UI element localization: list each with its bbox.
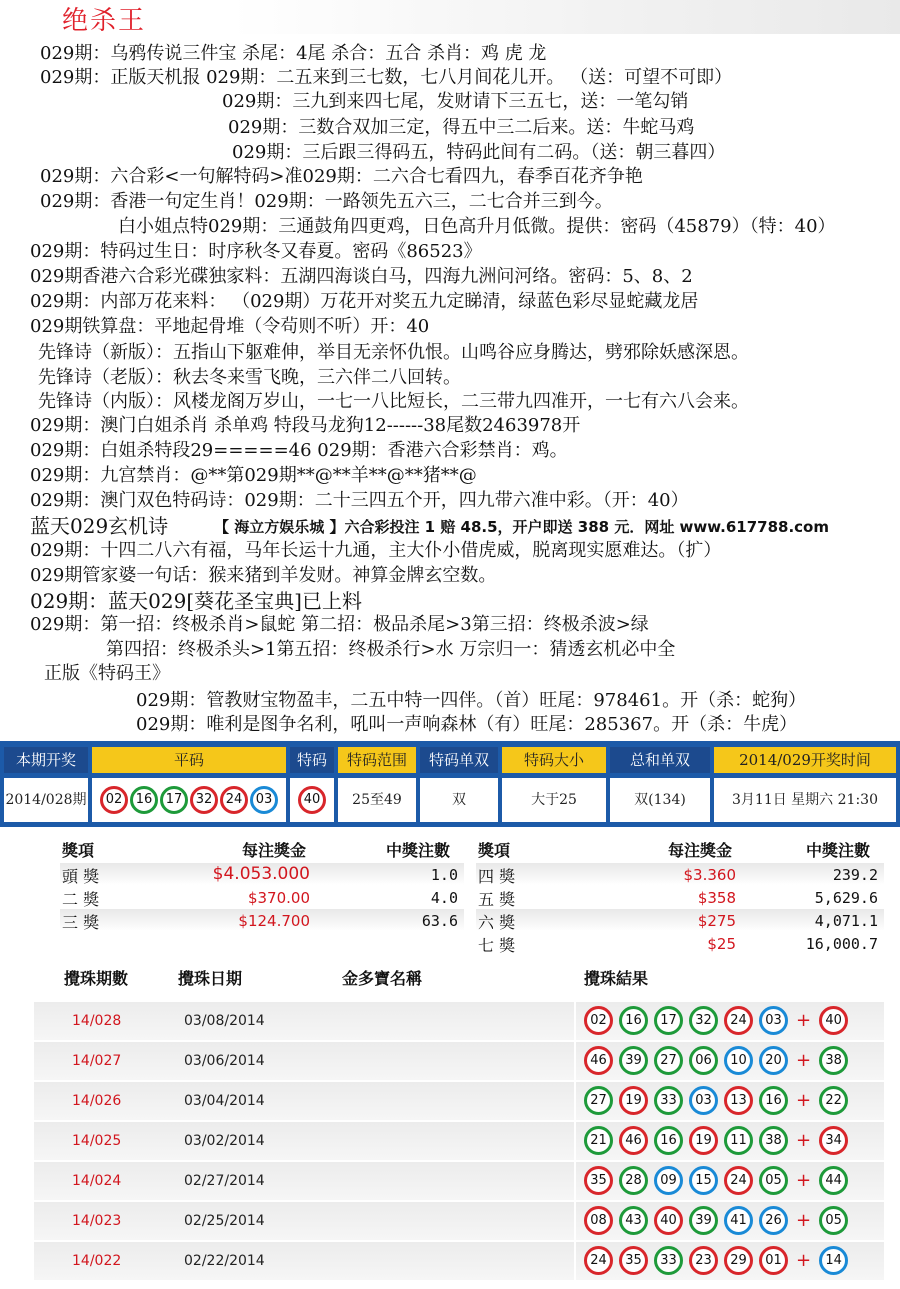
draw-date: 02/25/2014 [172, 1202, 348, 1240]
result-odd-even: 双 [420, 778, 498, 822]
result-ball: 20 [759, 1046, 788, 1075]
special-result-ball: 38 [819, 1046, 848, 1075]
plus-sign: + [796, 1090, 812, 1111]
result-ball: 11 [724, 1126, 753, 1155]
prize-header-name: 獎項 [62, 841, 95, 860]
text-line: 029期：内部万花来料： （029期）万花开对奖五九定睇清，绿蓝色彩尽显蛇藏龙居 [30, 291, 699, 312]
result-special [290, 778, 334, 822]
promo-link[interactable]: 【 海立方娱乐城 】六合彩投注 1 赔 48.5，开户即送 388 元．网址 www.617788.com [214, 518, 829, 536]
result-ball: 27 [584, 1086, 613, 1115]
plus-sign: + [796, 1010, 812, 1031]
draw-result [576, 1242, 884, 1280]
result-ball: 17 [654, 1006, 683, 1035]
special-result-ball: 05 [819, 1206, 848, 1235]
draw-date: 03/04/2014 [172, 1082, 348, 1120]
result-ball: 05 [759, 1166, 788, 1195]
draw-date: 03/06/2014 [172, 1042, 348, 1080]
table-row [34, 1122, 884, 1160]
table-row [34, 1042, 884, 1080]
prize-count: 4,071.1 [814, 912, 878, 930]
result-size: 大于25 [502, 778, 606, 822]
draw-result [576, 1082, 884, 1120]
result-ball: 24 [584, 1246, 613, 1275]
draw-date: 02/22/2014 [172, 1242, 348, 1280]
result-ball: 46 [584, 1046, 613, 1075]
text-line: 029期：第一招：终极杀肖>鼠蛇 第二招：极品杀尾>3第三招：终极杀波>绿 [30, 614, 649, 635]
number-ball: 02 [100, 786, 128, 814]
text-line: 029期：管教财宝物盈丰，二五中特一四伴。（首）旺尾：978461。开（杀：蛇狗） [136, 690, 807, 711]
text-line: 先锋诗（老版）：秋去冬来雪飞晚，三六伴二八回转。 [38, 367, 461, 388]
plus-sign: + [796, 1130, 812, 1151]
prize-amount: $370.00 [247, 889, 310, 907]
result-ball: 38 [759, 1126, 788, 1155]
header-period: 本期开奖 [4, 747, 88, 773]
text-line: 029期：三数合双加三定，得五中三二后来。送：牛蛇马鸡 [228, 117, 695, 138]
result-sum: 双(134) [610, 778, 710, 822]
result-ball: 24 [724, 1166, 753, 1195]
prize-amount: $25 [707, 935, 736, 953]
history-header-period: 攪珠期數 [64, 969, 129, 988]
text-line: 第四招：终极杀头>1第五招：终极杀行>水 万宗归一：猜透玄机必中全 [106, 639, 676, 660]
result-ball: 32 [689, 1006, 718, 1035]
text-line: 029期：澳门白姐杀肖 杀单鸡 特段马龙狗12------38尾数2463978开 [30, 415, 581, 436]
header-range: 特码范围 [338, 747, 416, 773]
text-line: 029期管家婆一句话：猴来猪到羊发财。神算金牌玄空数。 [30, 565, 497, 586]
result-ball: 28 [619, 1166, 648, 1195]
text-line: 029期：唯利是图争名利，吼叫一声响森林（有）旺尾：285367。开（杀：牛虎） [136, 714, 798, 735]
text-line: 029期：澳门双色特码诗：029期：二十三四五个开，四九带六准中彩。（开：40） [30, 490, 689, 511]
text-line: 029期：白姐杀特段29=====46 029期：香港六合彩禁肖：鸡。 [30, 440, 568, 461]
text-line: 正版《特码王》 [44, 663, 170, 684]
result-ball: 33 [654, 1086, 683, 1115]
draw-name [338, 1082, 574, 1120]
special-result-ball: 22 [819, 1086, 848, 1115]
header-special: 特码 [290, 747, 334, 773]
number-ball: 32 [190, 786, 218, 814]
draw-period: 14/025 [34, 1122, 208, 1160]
result-ball: 40 [654, 1206, 683, 1235]
prize-header-count: 中獎注數 [386, 841, 451, 860]
table-row [34, 1082, 884, 1120]
result-ball: 39 [619, 1046, 648, 1075]
result-ball: 23 [689, 1246, 718, 1275]
number-ball: 16 [130, 786, 158, 814]
draw-date: 02/27/2014 [172, 1162, 348, 1200]
text-line: 029期：九宫禁肖：@**第029期**@**羊**@**猪**@ [30, 465, 477, 486]
result-ball: 43 [619, 1206, 648, 1235]
prize-name: 四 獎 [478, 867, 516, 886]
text-line: 029期：三九到来四七尾，发财请下三五七，送：一笔勾销 [222, 91, 689, 112]
page-title: 绝杀王 [62, 6, 147, 36]
draw-name [338, 1002, 574, 1040]
prize-amount: $4.053.000 [212, 864, 310, 884]
result-range: 25至49 [338, 778, 416, 822]
number-ball: 03 [250, 786, 278, 814]
draw-period: 14/028 [34, 1002, 208, 1040]
text-line: 先锋诗（内版）：风楼龙阁万岁山，一七一八比短长，二三带九四准开，一七有六八会来。 [38, 391, 749, 412]
draw-result [576, 1202, 884, 1240]
result-ball: 03 [689, 1086, 718, 1115]
result-ball: 13 [724, 1086, 753, 1115]
prize-count: 1.0 [430, 866, 458, 884]
draw-period: 14/027 [34, 1042, 208, 1080]
prize-name: 六 獎 [478, 913, 516, 932]
table-row [34, 1242, 884, 1280]
plus-sign: + [796, 1050, 812, 1071]
result-ball: 19 [619, 1086, 648, 1115]
draw-date: 03/02/2014 [172, 1122, 348, 1160]
draw-name [338, 1202, 574, 1240]
text-line: 029期：正版天机报 029期：二五来到三七数，七八月间花儿开。 （送：可望不可即） [40, 67, 733, 88]
result-next-time: 3月11日 星期六 21:30 [714, 778, 896, 822]
result-ball: 26 [759, 1206, 788, 1235]
result-ball: 08 [584, 1206, 613, 1235]
result-ball: 41 [724, 1206, 753, 1235]
text-line: 白小姐点特029期：三通鼓角四更鸡，日色高升月低微。提供：密码（45879）（特：40） [118, 216, 836, 237]
special-result-ball: 44 [819, 1166, 848, 1195]
result-ball: 39 [689, 1206, 718, 1235]
draw-period: 14/023 [34, 1202, 208, 1240]
table-row [34, 1162, 884, 1200]
result-ball: 10 [724, 1046, 753, 1075]
result-ball: 24 [724, 1006, 753, 1035]
number-ball: 17 [160, 786, 188, 814]
result-table [0, 741, 900, 827]
text-line: 029期：三后跟三得码五，特码此间有二码。（送：朝三暮四） [232, 142, 726, 163]
prize-count: 5,629.6 [814, 889, 878, 907]
result-ball: 16 [654, 1126, 683, 1155]
plus-sign: + [796, 1210, 812, 1231]
text-line: 029期：香港一句定生肖！029期：一路领先五六三，二七合并三到今。 [40, 191, 613, 212]
header-odd-even: 特码单双 [420, 747, 498, 773]
prize-count: 4.0 [430, 889, 458, 907]
prize-amount: $3.360 [683, 866, 736, 884]
draw-period: 14/022 [34, 1242, 208, 1280]
prize-name: 頭 獎 [62, 867, 100, 886]
text-line: 029期：六合彩<一句解特码>准029期：二六合七看四九，春季百花齐争艳 [40, 166, 643, 187]
result-ball: 21 [584, 1126, 613, 1155]
number-ball: 24 [220, 786, 248, 814]
header-fade [230, 0, 900, 34]
text-line: 先锋诗（新版）：五指山下躯难伸，举目无亲怀仇恨。山鸣谷应身腾达，劈邪除妖感深恩。 [38, 342, 749, 363]
result-ball: 16 [619, 1006, 648, 1035]
draw-result [576, 1162, 884, 1200]
draw-period: 14/026 [34, 1082, 208, 1120]
draw-result [576, 1042, 884, 1080]
draw-date: 03/08/2014 [172, 1002, 348, 1040]
result-ball: 03 [759, 1006, 788, 1035]
result-ball: 46 [619, 1126, 648, 1155]
result-ball: 33 [654, 1246, 683, 1275]
draw-name [338, 1122, 574, 1160]
prize-amount: $275 [697, 912, 736, 930]
history-header-date: 攪珠日期 [178, 969, 243, 988]
table-row [34, 1002, 884, 1040]
draw-result [576, 1122, 884, 1160]
result-ball: 29 [724, 1246, 753, 1275]
result-ball: 35 [584, 1166, 613, 1195]
prize-name: 三 獎 [62, 913, 100, 932]
result-ball: 16 [759, 1086, 788, 1115]
draw-name [338, 1042, 574, 1080]
prize-header-count: 中獎注數 [806, 841, 871, 860]
header-size: 特码大小 [502, 747, 606, 773]
plus-sign: + [796, 1250, 812, 1271]
special-result-ball: 34 [819, 1126, 848, 1155]
draw-period: 14/024 [34, 1162, 208, 1200]
result-ball: 35 [619, 1246, 648, 1275]
result-period: 2014/028期 [4, 778, 88, 822]
prize-header-amount: 每注獎金 [668, 841, 733, 860]
history-header-result: 攪珠結果 [584, 969, 649, 988]
history-header-name: 金多寶名稱 [342, 969, 423, 988]
prize-header-amount: 每注獎金 [242, 841, 307, 860]
prize-amount: $358 [697, 889, 736, 907]
draw-name [338, 1242, 574, 1280]
prize-amount: $124.700 [238, 912, 310, 930]
prize-header-name: 獎項 [478, 841, 511, 860]
result-ball: 06 [689, 1046, 718, 1075]
text-line: 029期：乌鸦传说三件宝 杀尾：4尾 杀合：五合 杀肖：鸡 虎 龙 [40, 43, 547, 64]
plus-sign: + [796, 1170, 812, 1191]
text-line: 029期：蓝天029[葵花圣宝典]已上料 [30, 589, 362, 613]
result-numbers [92, 778, 286, 822]
special-result-ball: 14 [819, 1246, 848, 1275]
prize-count: 16,000.7 [805, 935, 878, 953]
prize-count: 63.6 [421, 912, 458, 930]
text-line: 蓝天029玄机诗 [30, 514, 169, 538]
table-row [34, 1202, 884, 1240]
prize-name: 五 獎 [478, 890, 516, 909]
header-sum: 总和单双 [610, 747, 710, 773]
prize-count: 239.2 [832, 866, 878, 884]
special-result-ball: 40 [819, 1006, 848, 1035]
text-line: 029期：十四二八六有福，马年长运十九通，主大仆小借虎威，脱离现实愿难达。（扩） [30, 540, 722, 561]
prize-name: 七 獎 [478, 936, 516, 955]
header-next-time: 2014/029开奖时间 [714, 747, 896, 773]
result-ball: 15 [689, 1166, 718, 1195]
text-line: 029期：特码过生日：时序秋冬又春夏。密码《86523》 [30, 241, 482, 262]
result-ball: 01 [759, 1246, 788, 1275]
result-ball: 09 [654, 1166, 683, 1195]
text-line: 029期铁算盘：平地起骨堆（令茍则不听）开：40 [30, 316, 430, 337]
draw-name [338, 1162, 574, 1200]
special-ball: 40 [298, 786, 326, 814]
prize-name: 二 獎 [62, 890, 100, 909]
result-ball: 19 [689, 1126, 718, 1155]
result-ball: 27 [654, 1046, 683, 1075]
result-ball: 02 [584, 1006, 613, 1035]
draw-result [576, 1002, 884, 1040]
header-numbers: 平码 [92, 747, 286, 773]
text-line: 029期香港六合彩光碟独家料：五湖四海谈白马，四海九洲问河络。密码：5、8、2 [30, 266, 693, 287]
